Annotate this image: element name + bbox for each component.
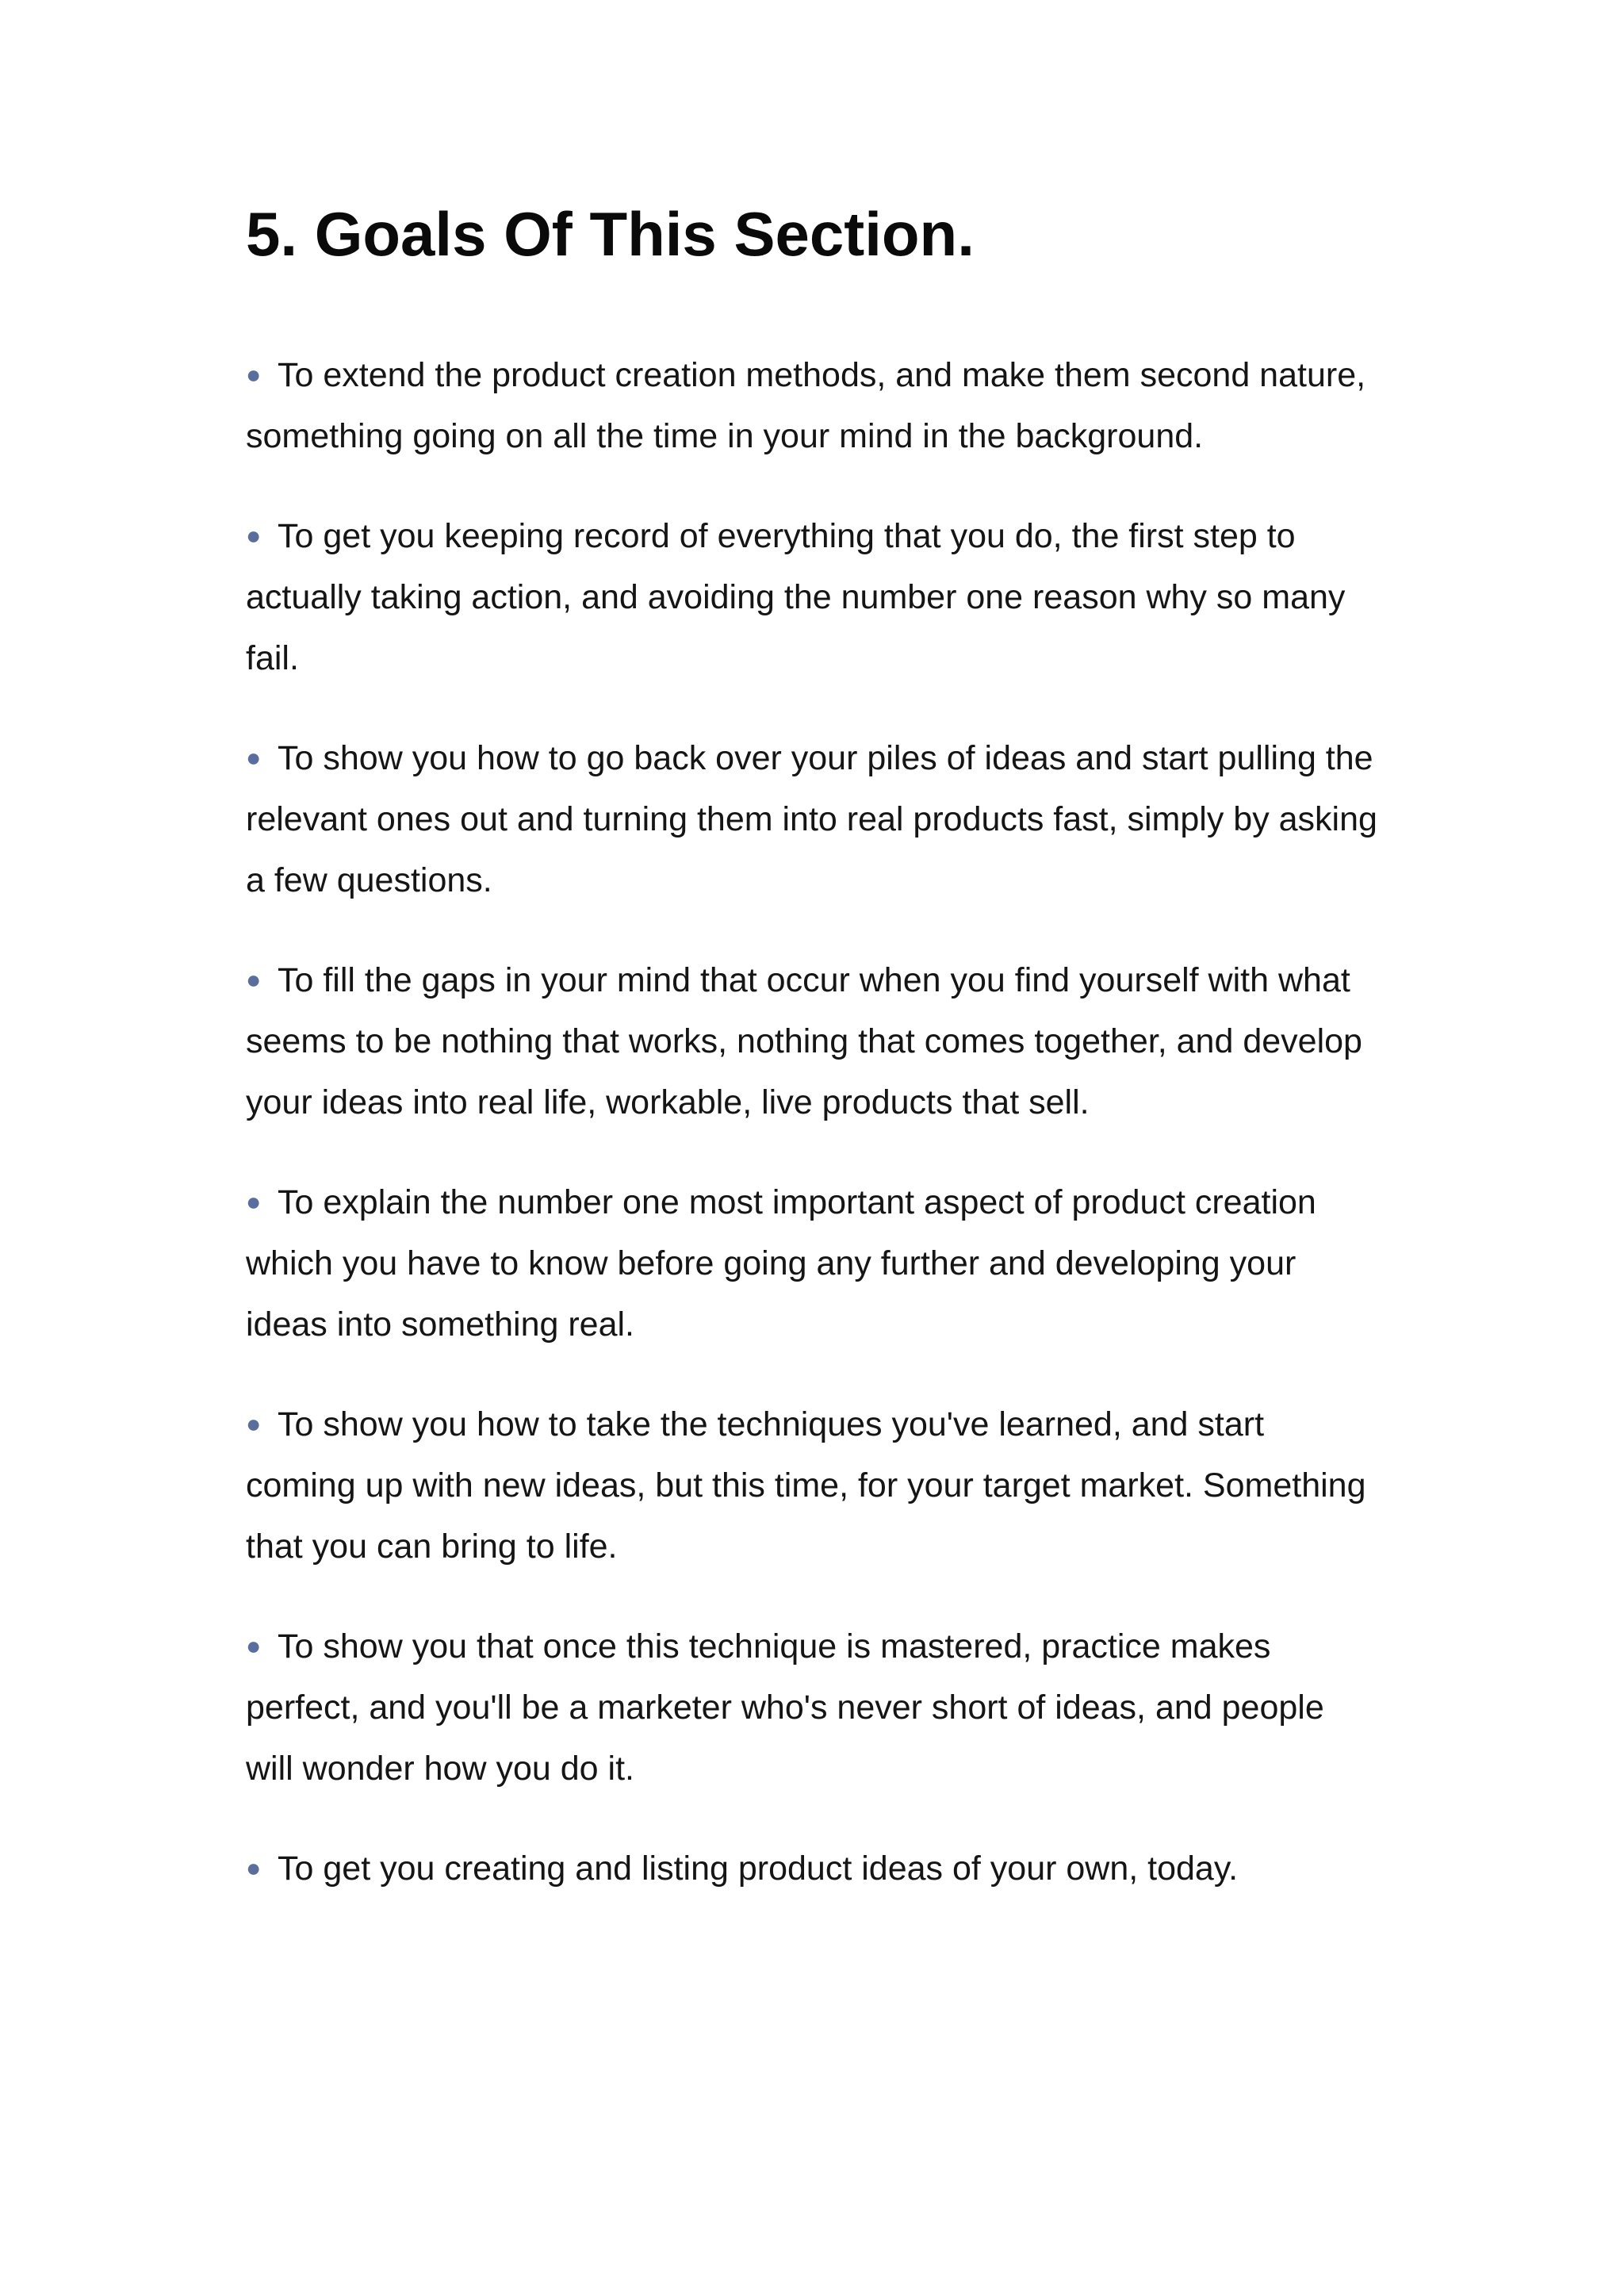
- bullet-icon: ●: [246, 1187, 262, 1216]
- section-title: 5. Goals Of This Section.: [246, 199, 975, 269]
- goals-list: [246, 344, 1380, 1899]
- bullet-icon: ●: [246, 521, 262, 550]
- goal-item: [246, 727, 1380, 911]
- goal-item: [246, 1616, 1380, 1800]
- bullet-icon: ●: [246, 743, 262, 772]
- goal-item: [246, 505, 1380, 689]
- bullet-icon: ●: [246, 1853, 262, 1882]
- goal-item: [246, 344, 1380, 467]
- goal-item: [246, 1171, 1380, 1355]
- bullet-icon: ●: [246, 1409, 262, 1438]
- goal-text: To show you how to go back over your piles of ideas and start pulling the relevant ones out and turning them into real products fast, simply by asking a few questions.: [246, 739, 1377, 899]
- goal-item: [246, 1393, 1380, 1577]
- goal-text: To extend the product creation methods, and make them second nature, something going on all the time in your mind in the background.: [246, 356, 1366, 455]
- bullet-icon: ●: [246, 1631, 262, 1660]
- goal-text: To get you keeping record of everything that you do, the first step to actually taking action, and avoiding the number one reason why so many fail.: [246, 517, 1346, 677]
- goal-text: To get you creating and listing product ideas of your own, today.: [278, 1849, 1239, 1888]
- document-page: [246, 198, 1380, 1938]
- goal-text: To explain the number one most important aspect of product creation which you have to know before going any further and developing your ideas into something real.: [246, 1183, 1316, 1343]
- goal-text: To show you that once this technique is mastered, practice makes perfect, and you'll be a marketer who's never short of ideas, and people will wonder how you do it.: [246, 1627, 1324, 1788]
- bullet-icon: ●: [246, 965, 262, 994]
- goal-item: [246, 949, 1380, 1133]
- bullet-icon: ●: [246, 360, 262, 389]
- goal-item: [246, 1838, 1380, 1899]
- goal-text: To show you how to take the techniques you've learned, and start coming up with new ideas, but this time, for your target market. Something that you can bring to life.: [246, 1405, 1366, 1566]
- goal-text: To fill the gaps in your mind that occur when you find yourself with what seems to be nothing that works, nothing that comes together, and develop your ideas into real life, workable, live products that sell.: [246, 961, 1362, 1121]
